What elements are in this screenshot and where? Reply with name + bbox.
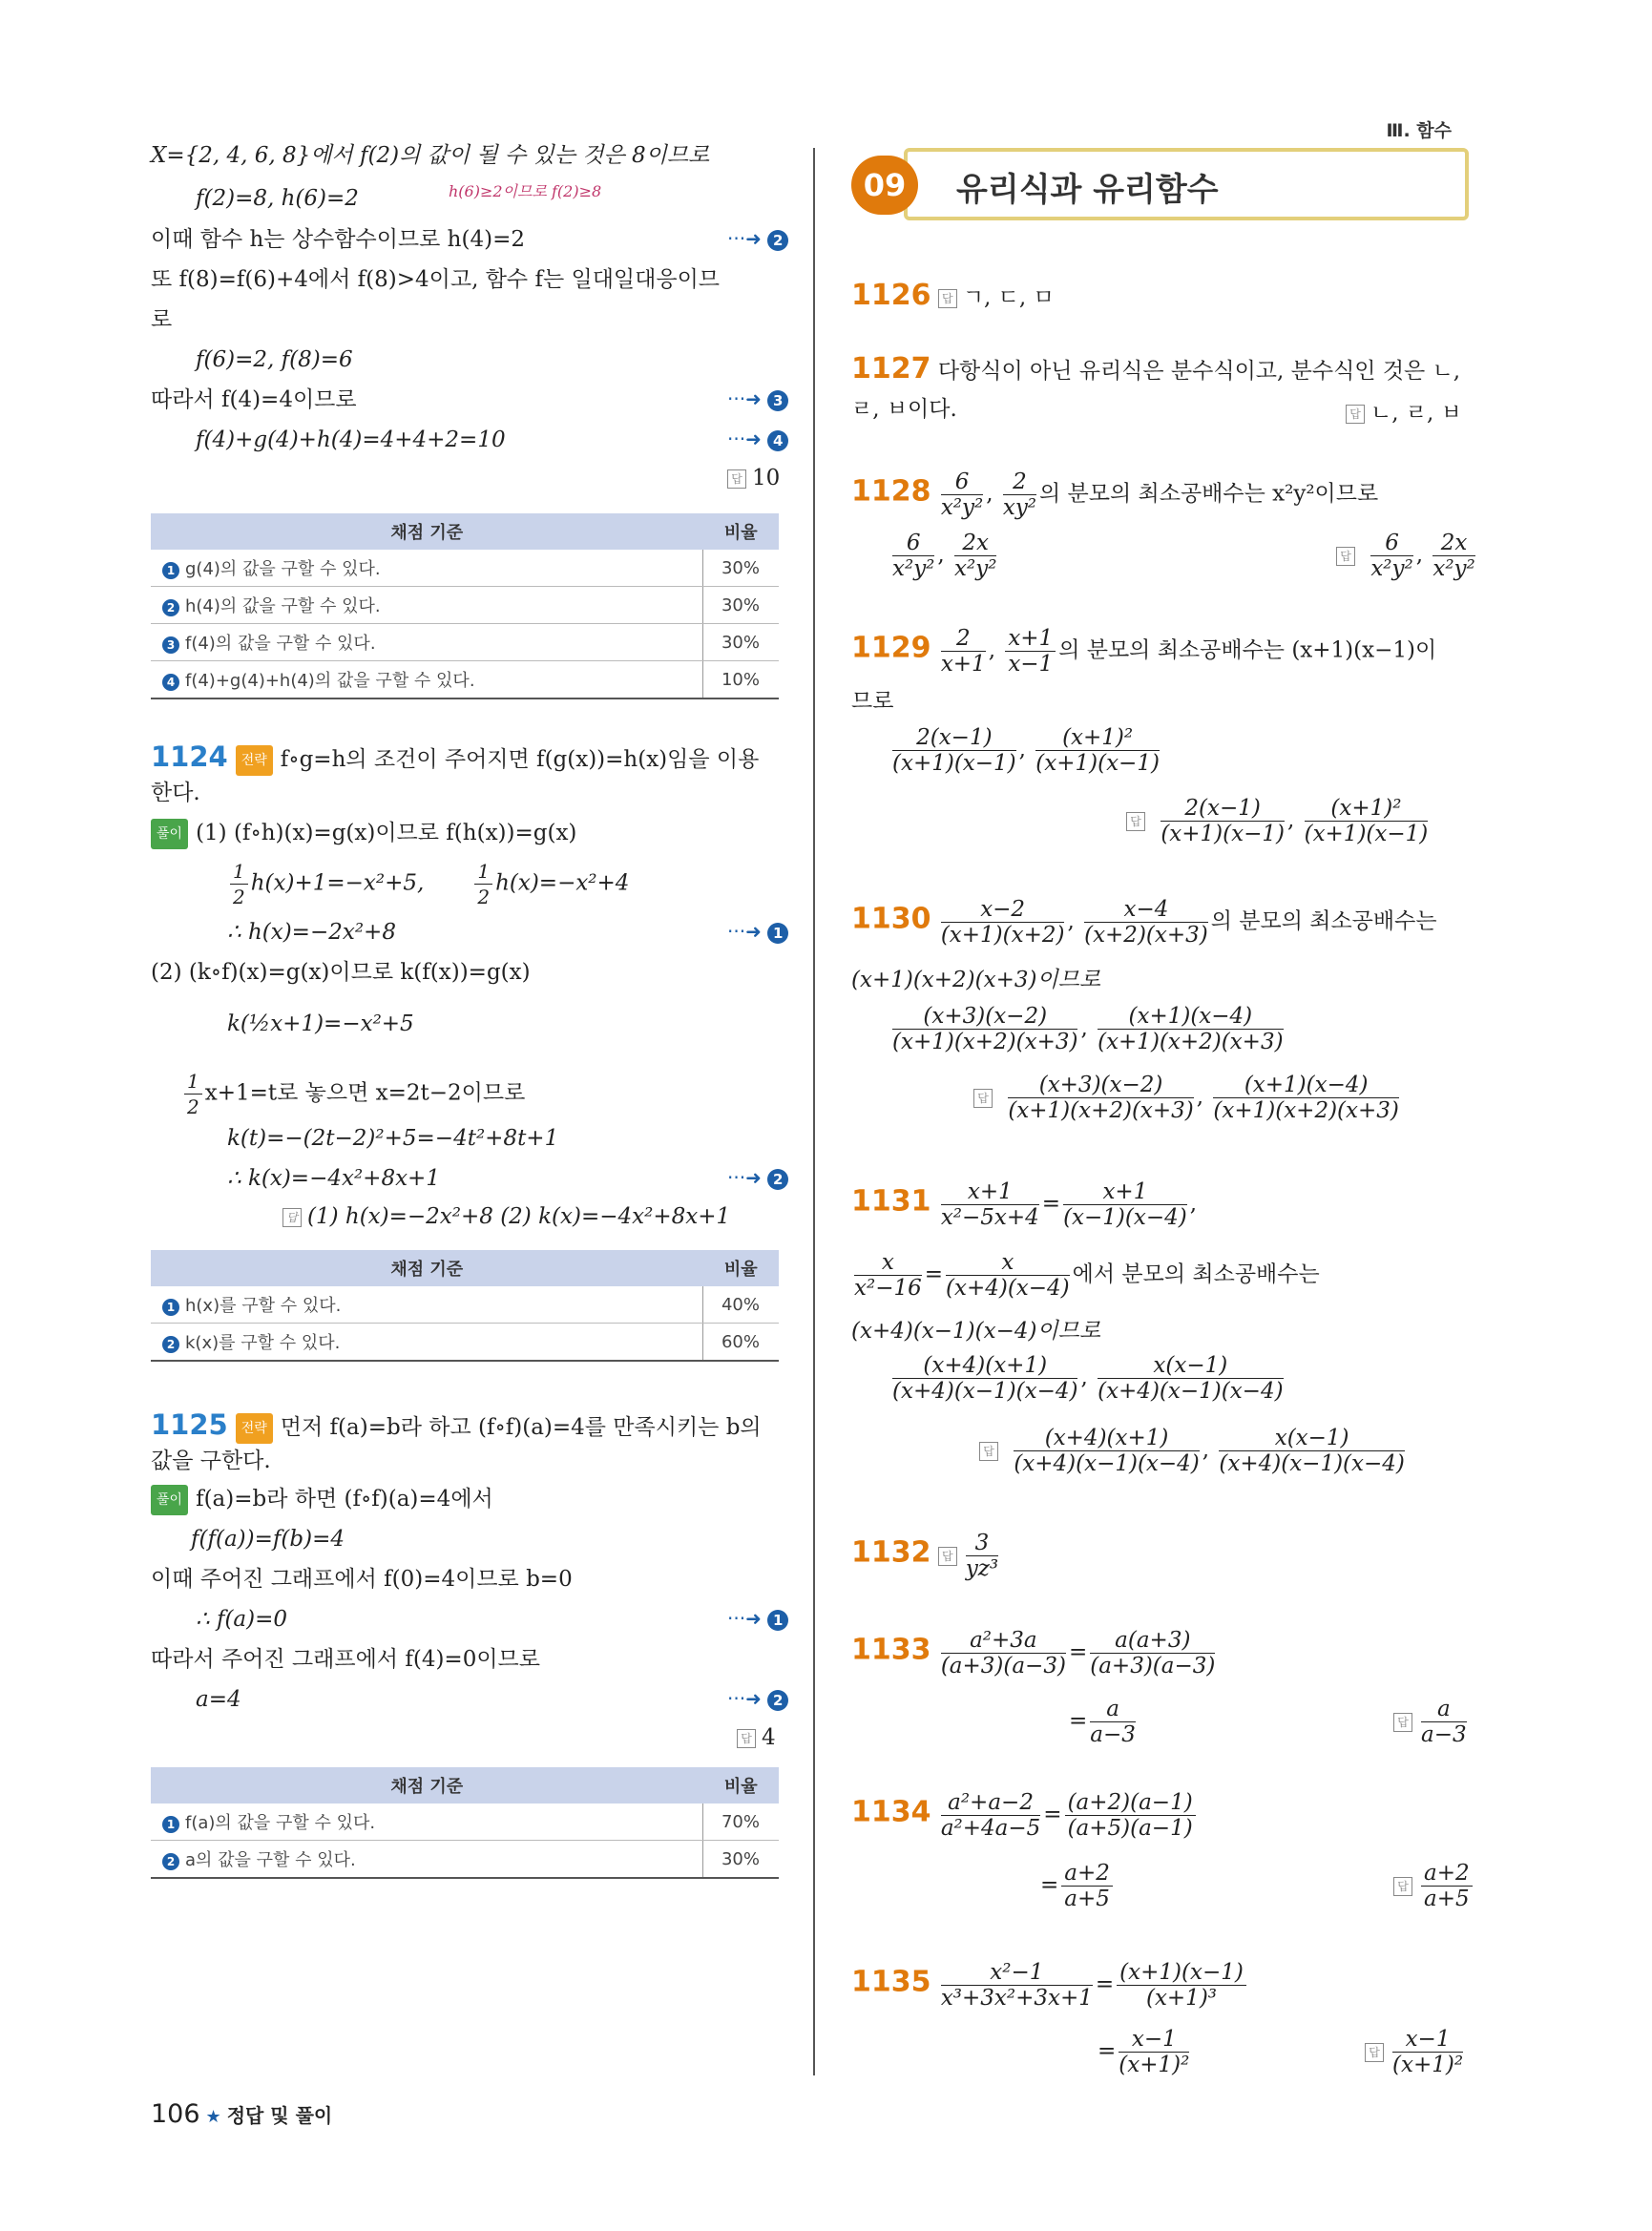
answer-icon: 답 — [282, 1208, 302, 1227]
grading-table — [151, 1250, 779, 1362]
text-line: k(½x+1)=−x²+5 — [227, 1011, 414, 1036]
equation: $\frac{x}{\text{x²−16}}$ = $\frac{x}{(x+4)(x-4)}$ 에서 분모의 최소공배수는 — [854, 1250, 1320, 1301]
answer-icon: 답 — [938, 289, 957, 308]
text-line: 로 — [151, 307, 173, 332]
text-line: f(4)+g(4)+h(4)=4+4+2=10 — [196, 427, 506, 452]
answer-icon: 답 — [1393, 1713, 1412, 1732]
equation: $\frac{(x+3)(x-2)}{(x+1)(x+2)(x+3)}$ , $\frac{(x+1)(x-4)}{(x+1)(x+2)(x+3)}$ — [892, 1004, 1284, 1054]
step-marker: ···➜ 1 — [727, 1607, 788, 1631]
problem-1131: 1131 $\frac{x+1}{\text{x²−5x+4}}$ = $\frac{x+1}{(x-1)(x-4)}$ , — [851, 1179, 1198, 1230]
problem-1133: 1133 $\frac{\text{a²+3a}}{(a+3)(a-3)}$ = $\frac{a(a+3)}{(a+3)(a-3)}$ — [851, 1628, 1216, 1678]
problem-number: 1128 — [851, 474, 931, 509]
step-marker: ···➜ 3 — [727, 387, 788, 411]
section-header — [851, 148, 1470, 222]
text-line: 값을 구한다. — [151, 1449, 271, 1473]
annotation-note: h(6)≥2이므로 f(2)≥8 — [449, 182, 602, 200]
text-line: ∴ h(x)=−2x²+8 — [227, 920, 396, 945]
grading-ratio: 30% — [703, 1841, 780, 1879]
problem-number: 1127 — [851, 352, 931, 386]
step-marker: ···➜ 4 — [727, 427, 788, 451]
answer-icon: 답 — [1126, 812, 1145, 831]
step-marker: ···➜ 2 — [727, 1687, 788, 1711]
grading-table — [151, 513, 779, 699]
problem-number: 1130 — [851, 902, 931, 936]
problem-number: 1126 — [851, 279, 931, 312]
ratio-header: 비율 — [703, 1250, 780, 1286]
problem-number: 1129 — [851, 631, 931, 665]
grading-ratio: 30% — [703, 587, 780, 624]
answer: 답 4 — [737, 1725, 776, 1750]
equation: = $\frac{a}{a-3}$ — [1069, 1697, 1136, 1747]
grading-header: 채점 기준 — [151, 513, 703, 550]
text-line: 풀이 (1) (f∘h)(x)=g(x)이므로 f(h(x))=g(x) — [151, 819, 576, 849]
grading-ratio: 70% — [703, 1804, 780, 1841]
answer: 답 ㄴ, ㄹ, ㅂ — [1346, 395, 1462, 427]
solution-tag: 풀이 — [151, 819, 188, 849]
answer: 답 $\frac{a}{a-3}$ — [1393, 1697, 1470, 1747]
text-line: $\frac{1}{2}$ x+1=t로 놓으면 x=2t−2이므로 — [181, 1069, 525, 1119]
equation: $\frac{(x+4)(x+1)}{(x+4)(x-1)(x-4)}$ , $\frac{x(x-1)}{(x+4)(x-1)(x-4)}$ — [892, 1353, 1284, 1404]
answer-icon: 답 — [1336, 547, 1355, 566]
grading-row: 2 a의 값을 구할 수 있다. — [151, 1841, 703, 1879]
equation: = $\frac{x-1}{\text{(x+1)²}}$ — [1098, 2027, 1190, 2077]
star-icon: ★ — [205, 2107, 221, 2127]
grading-header: 채점 기준 — [151, 1250, 703, 1286]
problem-number: 1125 — [151, 1408, 228, 1441]
grading-row: 3 f(4)의 값을 구할 수 있다. — [151, 624, 703, 661]
answer: 답 $\frac{6}{\text{x²y²}}$ , $\frac{2x}{\text{x²y²}}$ — [1336, 531, 1478, 581]
grading-ratio: 30% — [703, 624, 780, 661]
text-line: ∴ k(x)=−4x²+8x+1 — [227, 1166, 440, 1191]
answer-icon: 답 — [1393, 1877, 1412, 1896]
problem-1130: 1130 $\frac{x-2}{(x+1)(x+2)}$ , $\frac{x-4}{(x+2)(x+3)}$ 의 분모의 최소공배수는 — [851, 897, 1437, 948]
answer-icon: 답 — [727, 469, 746, 489]
section-title: 유리식과 유리함수 — [956, 171, 1219, 209]
footer-label: 정답 및 풀이 — [226, 2104, 333, 2127]
section-number: 09 — [851, 156, 918, 215]
text-line: (2) (k∘f)(x)=g(x)이므로 k(f(x))=g(x) — [151, 960, 531, 985]
page-number: 106 — [151, 2099, 200, 2129]
grading-ratio: 60% — [703, 1324, 780, 1362]
chapter-label: Ⅲ. 함수 — [1386, 120, 1452, 141]
answer: 답 $\frac{a+2}{a+5}$ — [1393, 1861, 1475, 1911]
ratio-header: 비율 — [703, 1767, 780, 1804]
solution-tag: 풀이 — [151, 1485, 188, 1515]
problem-number: 1133 — [851, 1633, 931, 1667]
grading-row: 2 h(4)의 값을 구할 수 있다. — [151, 587, 703, 624]
problem-number: 1131 — [851, 1184, 931, 1219]
text-line: 한다. — [151, 781, 200, 805]
text-line: f(6)=2, f(8)=6 — [196, 347, 353, 372]
equation: = $\frac{a+2}{a+5}$ — [1040, 1861, 1116, 1918]
equation: $\frac{2(x-1)}{(x+1)(x-1)}$ , $\frac{\text{(x+1)²}}{(x+1)(x-1)}$ — [892, 725, 1160, 776]
problem-number: 1134 — [851, 1795, 931, 1829]
problem-1124-statement: 1124 전략 f∘g=h의 조건이 주어지면 f(g(x))=h(x)임을 이용 — [151, 742, 759, 776]
text-line: 므로 — [851, 689, 894, 714]
problem-1126: 1126 답 ㄱ, ㄷ, ㅁ — [851, 279, 1055, 312]
step-marker: ···➜ 2 — [727, 227, 788, 251]
answer: 답 $\frac{(x+4)(x+1)}{(x+4)(x-1)(x-4)}$ , $\frac{x(x-1)}{(x+4)(x-1)(x-4)}$ — [979, 1426, 1408, 1476]
problem-1128: 1128 $\frac{6}{\text{x²y²}}$ , $\frac{2}{\text{xy²}}$ 의 분모의 최소공배수는 x²y²이므로 — [851, 469, 1379, 520]
column-divider — [813, 148, 815, 2075]
answer-icon: 답 — [1346, 405, 1365, 424]
answer: 답 (1) h(x)=−2x²+8 (2) k(x)=−4x²+8x+1 — [282, 1204, 730, 1229]
strategy-tag: 전략 — [236, 1413, 273, 1444]
text-line: ∴ f(a)=0 — [196, 1607, 288, 1632]
ratio-header: 비율 — [703, 513, 780, 550]
strategy-tag: 전략 — [236, 745, 273, 776]
equation: $\frac{6}{\text{x²y²}}$ , $\frac{2x}{\text{x²y²}}$ — [892, 531, 997, 581]
problem-1135: 1135 $\frac{\text{x²−1}}{\text{x³+3x²+3x+1}}$ = $\frac{(x+1)(x-1)}{\text{(x+1)³}}$ — [851, 1960, 1249, 2017]
step-marker: ···➜ 1 — [727, 920, 788, 944]
text-line: 따라서 주어진 그래프에서 f(4)=0이므로 — [151, 1647, 540, 1672]
grading-row: 1 f(a)의 값을 구할 수 있다. — [151, 1804, 703, 1841]
problem-1134: 1134 $\frac{\text{a²+a−2}}{\text{a²+4a−5}}$ = $\frac{(a+2)(a-1)}{(a+5)(a-1)}$ — [851, 1790, 1199, 1847]
text-line: (x+4)(x−1)(x−4)이므로 — [851, 1319, 1101, 1344]
answer: 답 $\frac{(x+3)(x-2)}{(x+1)(x+2)(x+3)}$ , $\frac{(x+1)(x-4)}{(x+1)(x+2)(x+3)}$ — [973, 1073, 1402, 1123]
answer-icon: 답 — [1365, 2043, 1384, 2062]
text-line: f(2)=8, h(6)=2 — [196, 186, 359, 211]
grading-table — [151, 1767, 779, 1879]
problem-1132: 1132 답 $\frac{3}{\text{yz³}}$ — [851, 1531, 999, 1581]
problem-1129: 1129 $\frac{2}{x+1}$ , $\frac{x+1}{x-1}$ 의 분모의 최소공배수는 (x+1)(x−1)이 — [851, 626, 1437, 677]
text-line: 이때 주어진 그래프에서 f(0)=4이므로 b=0 — [151, 1567, 573, 1592]
text-line: 따라서 f(4)=4이므로 — [151, 387, 357, 412]
grading-row: 1 h(x)를 구할 수 있다. — [151, 1286, 703, 1324]
problem-number: 1132 — [851, 1535, 931, 1570]
text-line: (x+1)(x+2)(x+3)이므로 — [851, 968, 1101, 992]
text-line: X={2, 4, 6, 8}에서 f(2)의 값이 될 수 있는 것은 8이므로 — [151, 143, 710, 168]
text-line: f(f(a))=f(b)=4 — [191, 1527, 345, 1552]
text-line: $\frac{1}{2}$ h(x)+1=−x²+5, $\frac{1}{2}$ h(x)=−x²+4 — [227, 859, 629, 909]
answer-icon: 답 — [973, 1089, 993, 1108]
step-marker: ···➜ 2 — [727, 1166, 788, 1190]
problem-number: 1124 — [151, 740, 228, 773]
answer: 답 10 — [727, 466, 780, 490]
answer-icon: 답 — [737, 1729, 756, 1748]
answer: 답 $\frac{2(x-1)}{(x+1)(x-1)}$ , $\frac{\text{(x+1)²}}{(x+1)(x-1)}$ — [1126, 796, 1431, 846]
problem-number: 1135 — [851, 1965, 931, 1999]
text-line: 또 f(8)=f(6)+4에서 f(8)>4이고, 함수 f는 일대일대응이므 — [151, 267, 721, 292]
grading-row: 1 g(4)의 값을 구할 수 있다. — [151, 550, 703, 587]
grading-row: 2 k(x)를 구할 수 있다. — [151, 1324, 703, 1362]
page-footer — [151, 2099, 332, 2129]
answer: 답 $\frac{x-1}{\text{(x+1)²}}$ — [1365, 2027, 1466, 2077]
text-line: k(t)=−(2t−2)²+5=−4t²+8t+1 — [227, 1126, 559, 1151]
grading-row: 4 f(4)+g(4)+h(4)의 값을 구할 수 있다. — [151, 661, 703, 699]
text-line: 이때 함수 h는 상수함수이므로 h(4)=2 — [151, 227, 525, 252]
grading-ratio: 10% — [703, 661, 780, 699]
answer-icon: 답 — [938, 1547, 957, 1566]
text-line: a=4 — [196, 1687, 241, 1712]
problem-1127: 1127 다항식이 아닌 유리식은 분수식이고, 분수식인 것은 ㄴ, — [851, 352, 1461, 386]
grading-header: 채점 기준 — [151, 1767, 703, 1804]
grading-ratio: 40% — [703, 1286, 780, 1324]
answer-icon: 답 — [979, 1442, 998, 1461]
problem-1125-statement: 1125 전략 먼저 f(a)=b라 하고 (f∘f)(a)=4를 만족시키는 b의 — [151, 1410, 762, 1444]
text-line: ㄹ, ㅂ이다. — [851, 397, 957, 422]
grading-ratio: 30% — [703, 550, 780, 587]
text-line: 풀이 f(a)=b라 하면 (f∘f)(a)=4에서 — [151, 1485, 493, 1515]
